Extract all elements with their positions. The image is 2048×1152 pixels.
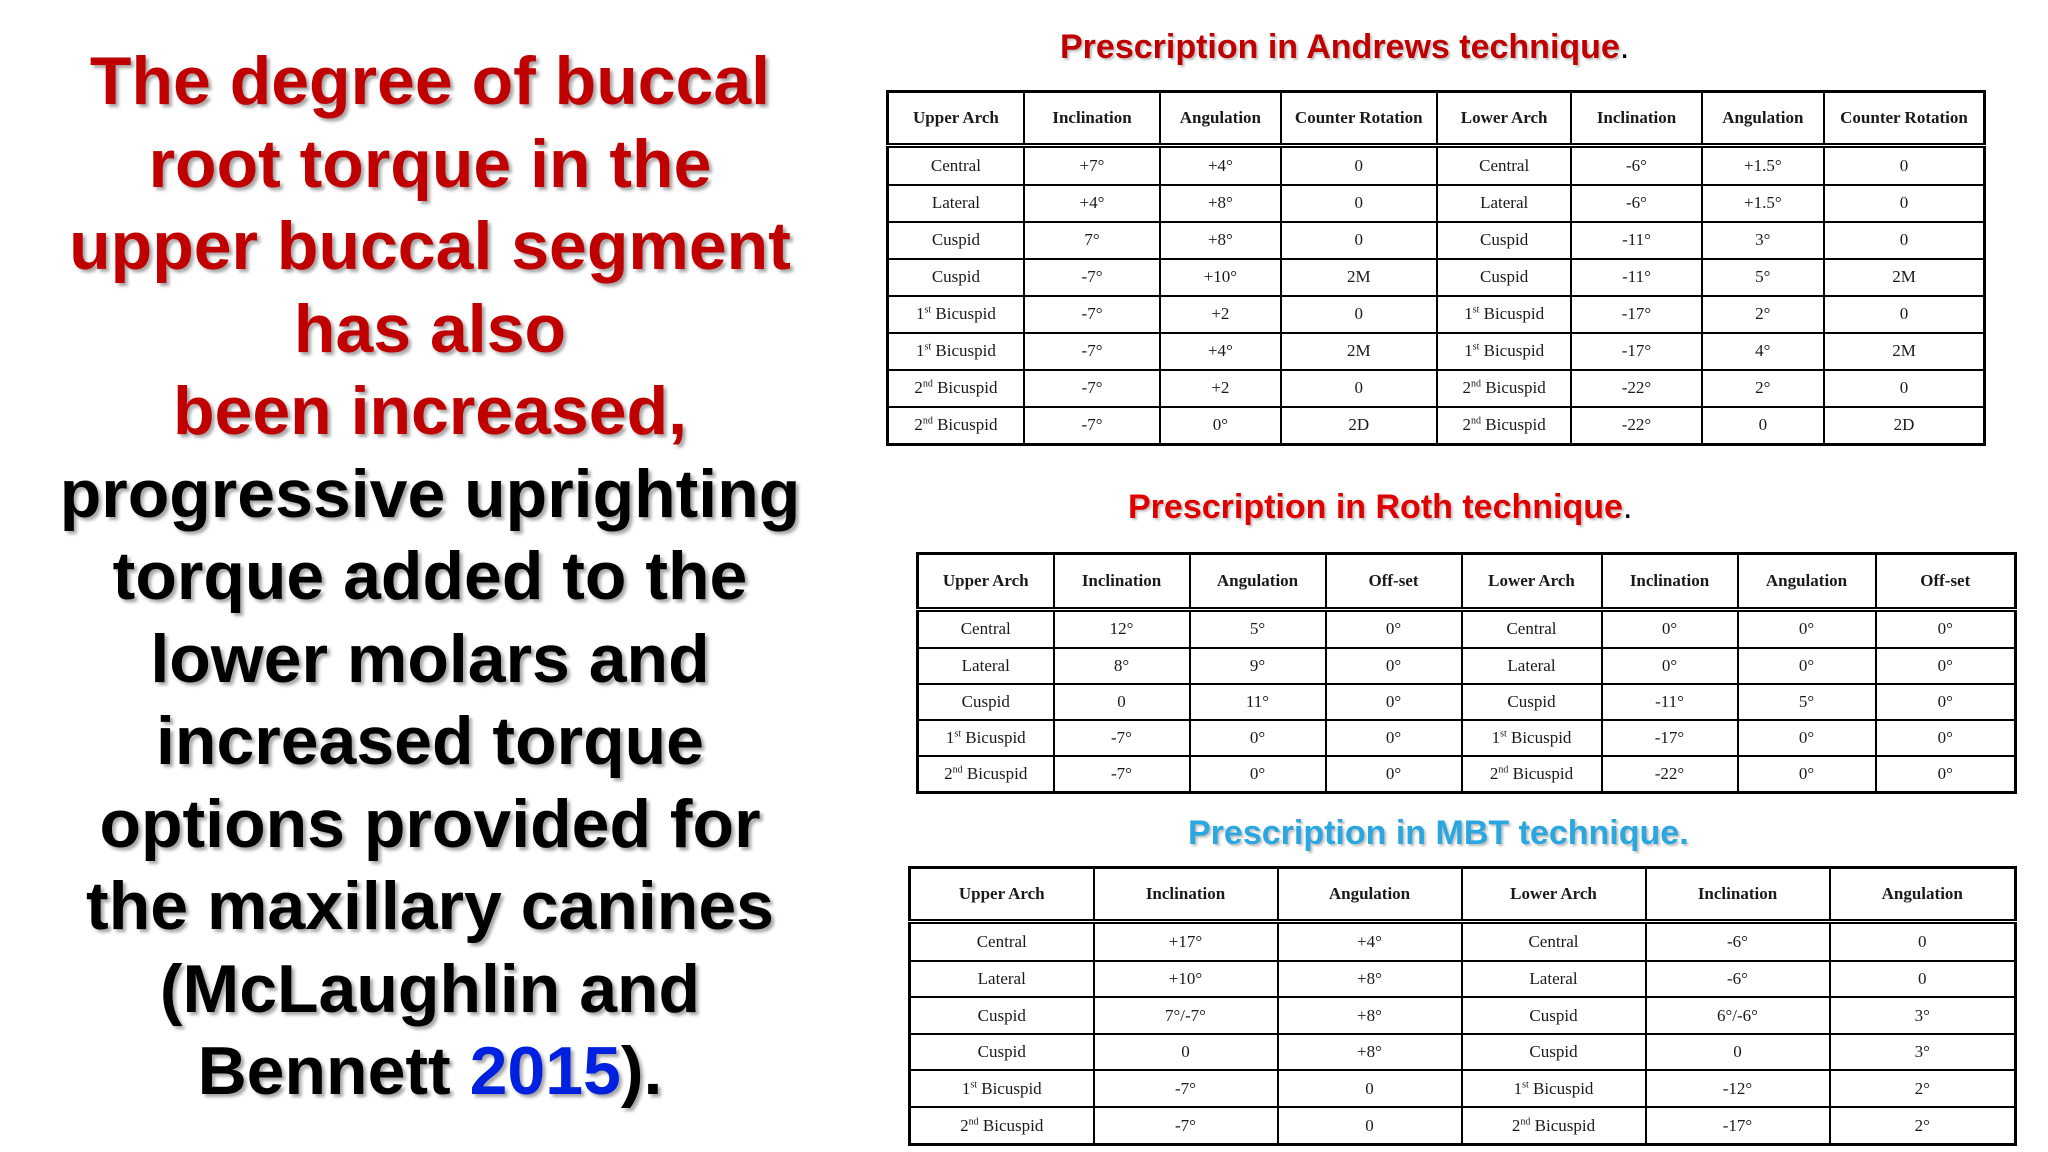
andrews-cell: +1.5°	[1702, 146, 1824, 185]
mbt-header-cell: Inclination	[1094, 868, 1278, 922]
ordinal-suffix: nd	[968, 1115, 979, 1127]
roth-header-cell: Angulation	[1190, 554, 1326, 610]
andrews-header-cell: Inclination	[1571, 92, 1701, 146]
andrews-cell: Cuspid	[1437, 259, 1571, 296]
andrews-cell: +4°	[1160, 333, 1280, 370]
ordinal-suffix: nd	[1471, 378, 1482, 390]
summary-line: has also	[293, 290, 567, 367]
andrews-cell: Lateral	[888, 185, 1024, 222]
summary-line: torque added to the	[112, 538, 748, 614]
ordinal-suffix: st	[1472, 304, 1480, 316]
roth-cell: 2nd Bicuspid	[918, 756, 1054, 793]
mbt-cell: Central	[910, 922, 1094, 961]
andrews-cell: +2	[1160, 370, 1280, 407]
mbt-cell: 6°/-6°	[1646, 997, 1830, 1034]
mbt-cell: Lateral	[1462, 961, 1646, 998]
roth-cell: 11°	[1190, 684, 1326, 720]
andrews-cell: -11°	[1571, 259, 1701, 296]
andrews-cell: 5°	[1702, 259, 1824, 296]
mbt-cell: 3°	[1830, 1034, 2016, 1071]
andrews-cell: -7°	[1024, 333, 1160, 370]
mbt-cell: -17°	[1646, 1107, 1830, 1144]
mbt-cell: 0	[1646, 1034, 1830, 1071]
andrews-cell: 1st Bicuspid	[888, 333, 1024, 370]
mbt-cell: +10°	[1094, 961, 1278, 998]
andrews-cell: +10°	[1160, 259, 1280, 296]
roth-cell: 0°	[1738, 648, 1876, 684]
roth-cell: 5°	[1738, 684, 1876, 720]
andrews-cell: -7°	[1024, 407, 1160, 445]
roth-header-cell: Off-set	[1326, 554, 1462, 610]
andrews-cell: 2M	[1281, 333, 1437, 370]
table-row	[888, 222, 1985, 259]
table-row	[888, 146, 1985, 185]
citation-author: Bennett	[197, 1033, 470, 1109]
roth-cell: 0°	[1326, 756, 1462, 793]
roth-cell: 0°	[1876, 720, 2016, 756]
roth-cell: 0°	[1876, 648, 2016, 684]
mbt-cell: +17°	[1094, 922, 1278, 961]
andrews-table	[886, 90, 1986, 446]
mbt-cell: -6°	[1646, 961, 1830, 998]
roth-cell: 0°	[1326, 648, 1462, 684]
mbt-header-cell: Angulation	[1830, 868, 2016, 922]
roth-header-cell: Lower Arch	[1462, 554, 1602, 610]
andrews-header-cell: Lower Arch	[1437, 92, 1571, 146]
table-row	[918, 684, 2016, 720]
mbt-cell: Cuspid	[910, 1034, 1094, 1071]
ordinal-suffix: st	[970, 1079, 977, 1091]
andrews-cell: 0	[1824, 370, 1985, 407]
mbt-cell: Lateral	[910, 961, 1094, 998]
roth-cell: 0°	[1738, 720, 1876, 756]
andrews-cell: -7°	[1024, 370, 1160, 407]
andrews-header-cell: Counter Rotation	[1824, 92, 1985, 146]
mbt-cell: 1st Bicuspid	[1462, 1070, 1646, 1107]
andrews-cell: 2M	[1824, 259, 1985, 296]
mbt-cell: -7°	[1094, 1107, 1278, 1144]
mbt-cell: 7°/-7°	[1094, 997, 1278, 1034]
roth-cell: 0°	[1876, 756, 2016, 793]
roth-cell: 0°	[1190, 720, 1326, 756]
andrews-cell: +4°	[1024, 185, 1160, 222]
ordinal-suffix: nd	[1498, 764, 1509, 776]
andrews-cell: 2D	[1281, 407, 1437, 445]
roth-cell: 0°	[1738, 610, 1876, 648]
ordinal-suffix: st	[924, 304, 932, 316]
table-row	[918, 610, 2016, 648]
ordinal-suffix: nd	[922, 415, 933, 427]
roth-cell: -22°	[1602, 756, 1738, 793]
citation-year: 2015	[469, 1033, 621, 1109]
andrews-cell: +1.5°	[1702, 185, 1824, 222]
table-row	[888, 259, 1985, 296]
andrews-cell: 0	[1281, 185, 1437, 222]
roth-header-cell: Off-set	[1876, 554, 2016, 610]
summary-line: lower molars and	[150, 620, 710, 697]
andrews-cell: -7°	[1024, 296, 1160, 333]
andrews-header-cell: Angulation	[1160, 92, 1280, 146]
andrews-cell: 2nd Bicuspid	[888, 407, 1024, 445]
roth-cell: 9°	[1190, 648, 1326, 684]
andrews-cell: Central	[888, 146, 1024, 185]
andrews-cell: Central	[1437, 146, 1571, 185]
roth-caption: Prescription in Roth technique.	[1128, 488, 1633, 526]
andrews-cell: 1st Bicuspid	[1437, 296, 1571, 333]
mbt-cell: +8°	[1278, 997, 1462, 1034]
table-row	[910, 1107, 2016, 1144]
andrews-cell: +7°	[1024, 146, 1160, 185]
andrews-cell: +8°	[1160, 185, 1280, 222]
andrews-cell: 2M	[1281, 259, 1437, 296]
andrews-cell: -6°	[1571, 146, 1701, 185]
mbt-cell: 2°	[1830, 1070, 2016, 1107]
table-row	[888, 370, 1985, 407]
mbt-cell: Cuspid	[1462, 997, 1646, 1034]
roth-cell: 0°	[1326, 684, 1462, 720]
summary-line: been increased,	[172, 373, 688, 449]
roth-cell: Lateral	[1462, 648, 1602, 684]
andrews-cell: -17°	[1571, 333, 1701, 370]
roth-cell: -7°	[1054, 720, 1190, 756]
roth-cell: Central	[918, 610, 1054, 648]
andrews-cell: 2nd Bicuspid	[888, 370, 1024, 407]
mbt-caption	[1188, 814, 1689, 853]
summary-line: options provided for	[99, 785, 761, 862]
mbt-header-cell: Upper Arch	[910, 868, 1094, 922]
andrews-header-cell: Counter Rotation	[1281, 92, 1437, 146]
summary-line: the maxillary canines	[86, 868, 774, 944]
roth-cell: 0°	[1876, 684, 2016, 720]
table-row	[888, 407, 1985, 445]
mbt-cell: 0	[1830, 961, 2016, 998]
andrews-cell: -22°	[1571, 407, 1701, 445]
mbt-header-cell: Lower Arch	[1462, 868, 1646, 922]
andrews-cell: 0	[1824, 146, 1985, 185]
table-row	[888, 185, 1985, 222]
andrews-cell: 0	[1281, 370, 1437, 407]
andrews-cell: -17°	[1571, 296, 1701, 333]
table-row	[918, 756, 2016, 793]
andrews-cell: 2nd Bicuspid	[1437, 370, 1571, 407]
mbt-cell: -7°	[1094, 1070, 1278, 1107]
ordinal-suffix: st	[1522, 1079, 1529, 1091]
roth-cell: 0°	[1738, 756, 1876, 793]
andrews-cell: Cuspid	[1437, 222, 1571, 259]
andrews-cell: 2°	[1702, 370, 1824, 407]
mbt-cell: -12°	[1646, 1070, 1830, 1107]
andrews-cell: 3°	[1702, 222, 1824, 259]
summary-line: upper buccal segment	[69, 208, 791, 284]
ordinal-suffix: st	[1500, 728, 1507, 740]
ordinal-suffix: nd	[1520, 1115, 1531, 1127]
summary-line: The degree of buccal	[89, 43, 771, 119]
roth-cell: 0°	[1602, 610, 1738, 648]
mbt-cell: 0	[1094, 1034, 1278, 1071]
mbt-cell: 0	[1830, 922, 2016, 961]
table-row	[918, 720, 2016, 756]
andrews-cell: 2M	[1824, 333, 1985, 370]
mbt-table	[908, 866, 2017, 1146]
andrews-caption: Prescription in Andrews technique.	[1060, 28, 1630, 66]
andrews-cell: 0	[1281, 222, 1437, 259]
andrews-header-cell: Angulation	[1702, 92, 1824, 146]
summary-line: root torque in the	[148, 125, 712, 202]
mbt-cell: 2nd Bicuspid	[1462, 1107, 1646, 1144]
ordinal-suffix: st	[954, 728, 961, 740]
mbt-cell: Cuspid	[1462, 1034, 1646, 1071]
ordinal-suffix: nd	[952, 764, 963, 776]
andrews-header-cell: Upper Arch	[888, 92, 1024, 146]
ordinal-suffix: nd	[1471, 415, 1482, 427]
andrews-cell: 2D	[1824, 407, 1985, 445]
roth-header-cell: Angulation	[1738, 554, 1876, 610]
roth-cell: Cuspid	[918, 684, 1054, 720]
mbt-header-cell: Inclination	[1646, 868, 1830, 922]
table-row	[910, 997, 2016, 1034]
roth-header-cell: Inclination	[1602, 554, 1738, 610]
andrews-cell: +8°	[1160, 222, 1280, 259]
roth-cell: -7°	[1054, 756, 1190, 793]
andrews-cell: -6°	[1571, 185, 1701, 222]
mbt-caption-text: Prescription in MBT technique.	[1188, 814, 1689, 852]
andrews-cell: 2nd Bicuspid	[1437, 407, 1571, 445]
andrews-cell: -22°	[1571, 370, 1701, 407]
roth-cell: -17°	[1602, 720, 1738, 756]
roth-cell: 0°	[1190, 756, 1326, 793]
roth-header-cell: Inclination	[1054, 554, 1190, 610]
andrews-cell: 1st Bicuspid	[888, 296, 1024, 333]
mbt-cell: 2nd Bicuspid	[910, 1107, 1094, 1144]
andrews-caption-text: Prescription in Andrews technique	[1060, 28, 1620, 66]
andrews-cell: 0°	[1160, 407, 1280, 445]
table-row	[910, 961, 2016, 998]
andrews-cell: 0	[1281, 296, 1437, 333]
roth-cell: 0°	[1326, 610, 1462, 648]
mbt-cell: 0	[1278, 1070, 1462, 1107]
andrews-cell: 0	[1824, 185, 1985, 222]
ordinal-suffix: st	[924, 341, 932, 353]
roth-cell: Lateral	[918, 648, 1054, 684]
andrews-cell: +2	[1160, 296, 1280, 333]
mbt-cell: 0	[1278, 1107, 1462, 1144]
roth-cell: 5°	[1190, 610, 1326, 648]
table-row	[918, 648, 2016, 684]
roth-cell: 0°	[1602, 648, 1738, 684]
mbt-cell: +8°	[1278, 961, 1462, 998]
roth-cell: Central	[1462, 610, 1602, 648]
mbt-cell: 1st Bicuspid	[910, 1070, 1094, 1107]
table-row	[888, 296, 1985, 333]
roth-cell: 8°	[1054, 648, 1190, 684]
andrews-cell: 0	[1281, 146, 1437, 185]
andrews-cell: Cuspid	[888, 222, 1024, 259]
table-row	[910, 922, 2016, 961]
roth-cell: -11°	[1602, 684, 1738, 720]
summary-line-citation	[40, 1030, 820, 1113]
ordinal-suffix: st	[1472, 341, 1480, 353]
roth-cell: 1st Bicuspid	[1462, 720, 1602, 756]
andrews-cell: 2°	[1702, 296, 1824, 333]
mbt-cell: +8°	[1278, 1034, 1462, 1071]
summary-line: increased torque	[156, 703, 704, 779]
table-row	[888, 333, 1985, 370]
ordinal-suffix: nd	[922, 378, 933, 390]
roth-cell: 0°	[1876, 610, 2016, 648]
andrews-cell: 0	[1824, 222, 1985, 259]
andrews-header-cell: Inclination	[1024, 92, 1160, 146]
summary-text	[40, 40, 820, 1113]
andrews-cell: 4°	[1702, 333, 1824, 370]
summary-line: progressive uprighting	[59, 455, 801, 532]
mbt-cell: Cuspid	[910, 997, 1094, 1034]
andrews-cell: Cuspid	[888, 259, 1024, 296]
roth-cell: 0°	[1326, 720, 1462, 756]
mbt-cell: -6°	[1646, 922, 1830, 961]
roth-header-cell: Upper Arch	[918, 554, 1054, 610]
andrews-cell: 1st Bicuspid	[1437, 333, 1571, 370]
andrews-cell: -11°	[1571, 222, 1701, 259]
roth-cell: Cuspid	[1462, 684, 1602, 720]
citation-close: ).	[620, 1033, 663, 1109]
mbt-cell: +4°	[1278, 922, 1462, 961]
andrews-cell: -7°	[1024, 259, 1160, 296]
andrews-cell: 7°	[1024, 222, 1160, 259]
mbt-cell: 2°	[1830, 1107, 2016, 1144]
roth-cell: 0	[1054, 684, 1190, 720]
roth-cell: 2nd Bicuspid	[1462, 756, 1602, 793]
table-row	[910, 1034, 2016, 1071]
table-row	[910, 1070, 2016, 1107]
roth-caption-text: Prescription in Roth technique	[1128, 488, 1623, 526]
roth-cell: 12°	[1054, 610, 1190, 648]
roth-table	[916, 552, 2017, 794]
mbt-cell: Central	[1462, 922, 1646, 961]
andrews-cell: Lateral	[1437, 185, 1571, 222]
mbt-header-cell: Angulation	[1278, 868, 1462, 922]
mbt-cell: 3°	[1830, 997, 2016, 1034]
andrews-cell: 0	[1702, 407, 1824, 445]
andrews-cell: 0	[1824, 296, 1985, 333]
roth-cell: 1st Bicuspid	[918, 720, 1054, 756]
andrews-cell: +4°	[1160, 146, 1280, 185]
summary-line: (McLaughlin and	[159, 950, 701, 1027]
